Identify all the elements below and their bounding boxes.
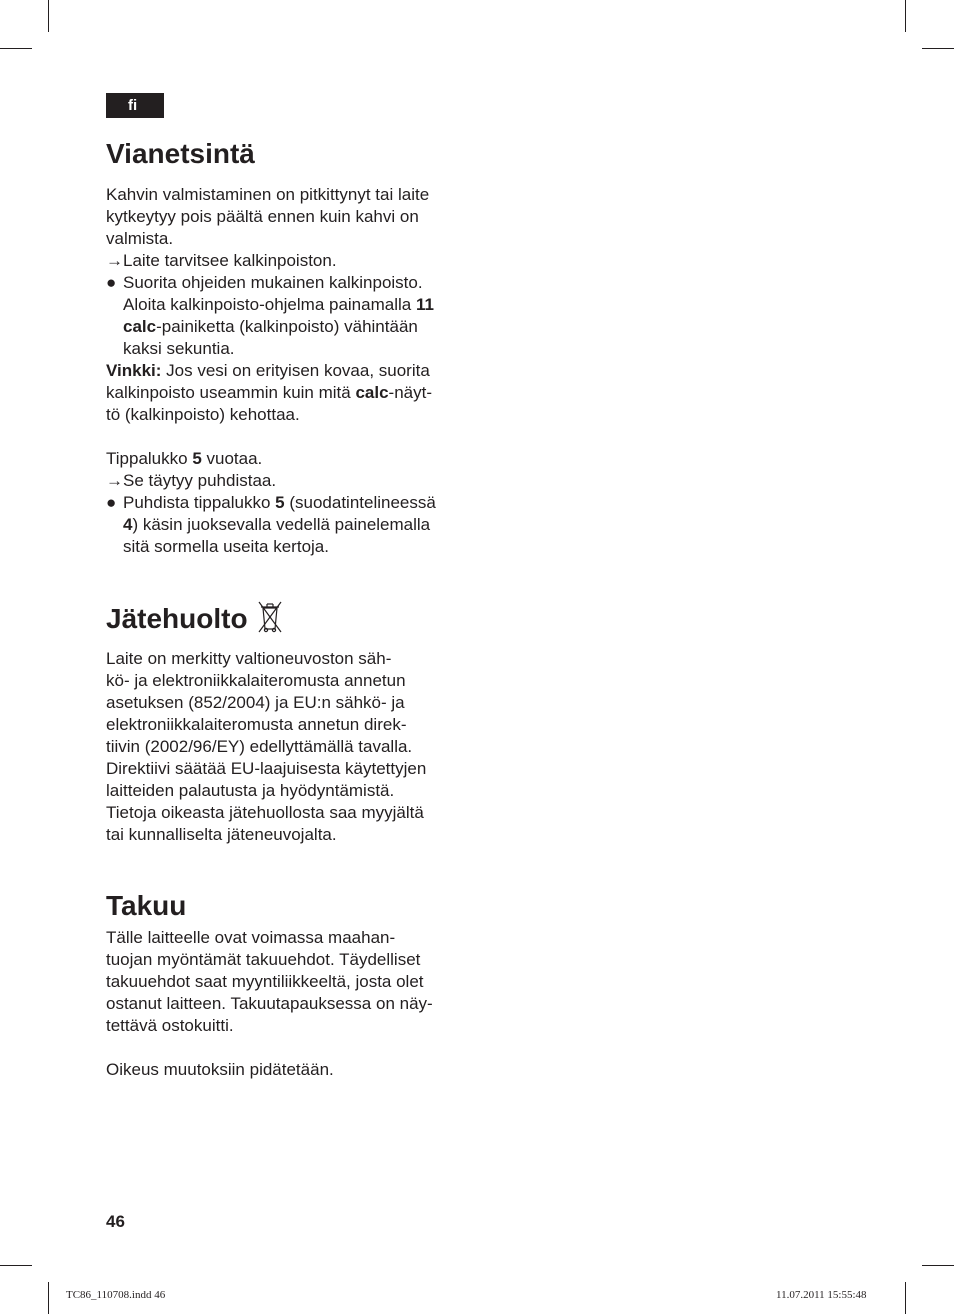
disposal-line: kö- ja elektroniikkalaiteromusta annetun xyxy=(106,671,406,690)
crop-mark xyxy=(922,48,954,49)
slug-right: 11.07.2011 15:55:48 xyxy=(776,1289,867,1301)
warranty-line: tettävä ostokuitti. xyxy=(106,1016,234,1035)
bullet-icon: ● xyxy=(106,493,117,512)
section-title-troubleshooting: Vianetsintä xyxy=(106,138,255,169)
page-number: 46 xyxy=(106,1212,125,1231)
language-tab: fi xyxy=(106,93,164,118)
disposal-line: elektroniikkalaiteromusta annetun direk- xyxy=(106,715,407,734)
disposal-line: tiivin (2002/96/EY) edellyttämällä tavalla. xyxy=(106,737,413,756)
crop-mark xyxy=(48,0,49,32)
tip-line: kalkinpoisto useammin kuin mitä calc-näyt- xyxy=(106,383,433,402)
bullet-icon: ● xyxy=(106,273,117,292)
warranty-line: ostanut laitteen. Takuutapauksessa on näy- xyxy=(106,994,433,1013)
crop-mark xyxy=(48,1282,49,1314)
crop-mark xyxy=(0,48,32,49)
section-title-disposal: Jätehuolto xyxy=(106,600,476,643)
page-content xyxy=(106,136,476,1081)
warranty-line: Tälle laitteelle ovat voimassa maahan- xyxy=(106,928,396,947)
section-title-warranty: Takuu xyxy=(106,890,187,921)
warranty-line: takuuehdot saat myyntiliikkeeltä, josta olet xyxy=(106,972,424,991)
cause-line: → Se täytyy puhdistaa. xyxy=(106,471,277,490)
problem-line: Tippalukko 5 vuotaa. xyxy=(106,449,263,468)
tip-line: tö (kalkinpoisto) kehottaa. xyxy=(106,405,300,424)
cause-line: → Laite tarvitsee kalkinpoiston. xyxy=(106,251,337,270)
disposal-line: laitteiden palautusta ja hyödyntämistä. xyxy=(106,781,395,800)
problem-line: Kahvin valmistaminen on pitkittynyt tai laite xyxy=(106,185,430,204)
problem-line: valmista. xyxy=(106,229,174,248)
instruction-bullet: ● Suorita ohjeiden mukainen kalkinpoisto. Aloita kalkinpoisto-ohjelma painamalla 11 calc-painiketta (kalkinpoisto) vähintään kaksi sekuntia. xyxy=(106,273,434,358)
warranty-line: tuojan myöntämät takuuehdot. Täydelliset xyxy=(106,950,421,969)
warranty-note: Oikeus muutoksiin pidätetään. xyxy=(106,1060,334,1079)
disposal-line: Laite on merkitty valtioneuvoston säh- xyxy=(106,649,392,668)
problem-line: kytkeytyy pois päältä ennen kuin kahvi on xyxy=(106,207,419,226)
crossed-bin-icon xyxy=(256,600,284,643)
disposal-line: Tietoja oikeasta jätehuollosta saa myyjältä xyxy=(106,803,424,822)
disposal-line: tai kunnalliselta jäteneuvojalta. xyxy=(106,825,337,844)
crop-mark xyxy=(922,1265,954,1266)
crop-mark xyxy=(0,1265,32,1266)
crop-mark xyxy=(905,0,906,32)
disposal-line: asetuksen (852/2004) ja EU:n sähkö- ja xyxy=(106,693,405,712)
arrow-icon: → xyxy=(106,471,123,490)
disposal-line: Direktiivi säätää EU-laajuisesta käytettyjen xyxy=(106,759,427,778)
slug-left: TC86_110708.indd 46 xyxy=(66,1289,166,1301)
tip-line: Vinkki: Jos vesi on erityisen kovaa, suorita xyxy=(106,361,430,380)
crop-mark xyxy=(905,1282,906,1314)
arrow-icon: → xyxy=(106,251,123,270)
instruction-bullet: ● Puhdista tippalukko 5 (suodatintelineessä 4) käsin juoksevalla vedellä painelemalla sitä sormella useita kertoja. xyxy=(106,493,436,556)
